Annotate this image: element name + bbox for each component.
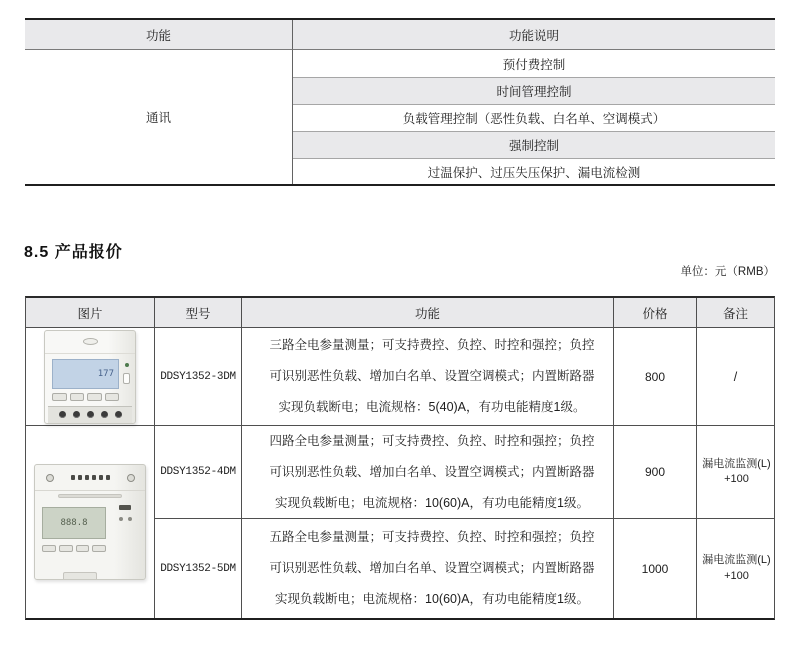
meter-foot	[63, 572, 97, 579]
meter-terminal-row	[35, 465, 145, 491]
product-remark-3	[696, 518, 774, 618]
feature-row-prepaid-control: 预付费控制	[502, 57, 566, 72]
feature-table	[25, 18, 775, 186]
remark-line: +100	[724, 569, 749, 582]
product-image-cell-2	[26, 425, 154, 618]
product-model-2: DDSY1352-4DM	[154, 425, 241, 518]
meter-led-icon	[125, 363, 129, 367]
meter-top-cap	[45, 331, 135, 354]
function-line: 三路全电参量测量；可支持费控、负控、时控和强控；负控	[269, 338, 595, 352]
meter-lcd-digits: 177	[97, 368, 114, 379]
feature-table-header-function: 功能	[25, 20, 293, 50]
product-model-3: DDSY1352-5DM	[154, 518, 241, 618]
function-line: 四路全电参量测量；可支持费控、负控、时控和强控；负控	[269, 433, 595, 448]
meter-port-icon	[119, 505, 131, 510]
remark-line: 漏电流监测(L)	[702, 554, 771, 566]
product-remark-2	[696, 425, 774, 518]
meter-port-icon	[123, 373, 130, 384]
meter-slot	[58, 494, 122, 498]
product-function-1	[241, 327, 613, 425]
energy-meter-photo-4dm-5dm	[34, 464, 146, 580]
meter-screw-icon	[127, 474, 135, 482]
product-function-2	[241, 425, 613, 518]
energy-meter-photo-3dm	[44, 330, 136, 424]
feature-table-header-description: 功能说明	[293, 20, 775, 50]
price-header-function: 功能	[241, 298, 613, 327]
product-price-2: 900	[613, 425, 696, 518]
product-remark-1: /	[696, 327, 774, 425]
function-line: 可识别恶性负载、增加白名单、设置空调模式；内置断路器	[269, 369, 595, 383]
feature-row-protection: 过温保护、过压失压保护、漏电流检测	[293, 158, 775, 184]
meter-lcd-digits: 888.8	[60, 518, 88, 528]
meter-buttons	[42, 545, 106, 552]
remark-line: 漏电流监测(L)	[702, 457, 771, 470]
function-line: 实现负载断电；电流规格：10(60)A，有功电能精度1级。	[275, 592, 589, 606]
price-header-model: 型号	[154, 298, 241, 327]
function-line: 五路全电参量测量；可支持费控、负控、时控和强控；负控	[269, 530, 595, 544]
meter-lcd-display	[52, 359, 119, 389]
product-model-1: DDSY1352-3DM	[154, 327, 241, 425]
function-line: 实现负载断电；电流规格：10(60)A，有功电能精度1级。	[275, 495, 589, 510]
feature-category-cell: 通讯	[25, 50, 293, 184]
meter-buttons	[52, 393, 119, 401]
unit-note: 单位：元（RMB）	[680, 266, 775, 278]
feature-row-load-management: 负载管理控制（恶性负载、白名单、空调模式）	[293, 104, 775, 131]
product-price-1: 800	[613, 327, 696, 425]
meter-terminals	[48, 406, 132, 423]
function-line: 可识别恶性负载、增加白名单、设置空调模式；内置断路器	[269, 464, 595, 479]
remark-line: +100	[724, 473, 749, 485]
feature-row-time-management: 时间管理控制	[293, 77, 775, 104]
feature-row-forced-control: 强制控制	[293, 131, 775, 158]
function-line: 实现负载断电；电流规格：5(40)A，有功电能精度1级。	[278, 400, 586, 414]
product-image-cell-1	[26, 327, 154, 425]
section-title: 8.5 产品报价	[24, 244, 123, 261]
meter-led-row	[119, 517, 132, 521]
meter-screw-icon	[46, 474, 54, 482]
product-price-3: 1000	[613, 518, 696, 618]
price-header-image: 图片	[26, 298, 154, 327]
meter-cap-slot-icon	[83, 338, 98, 345]
price-header-remark: 备注	[696, 298, 774, 327]
meter-lcd-display	[42, 507, 106, 539]
price-table	[25, 296, 775, 620]
price-header-price: 价格	[613, 298, 696, 327]
function-line: 可识别恶性负载、增加白名单、设置空调模式；内置断路器	[269, 561, 595, 575]
product-function-3	[241, 518, 613, 618]
